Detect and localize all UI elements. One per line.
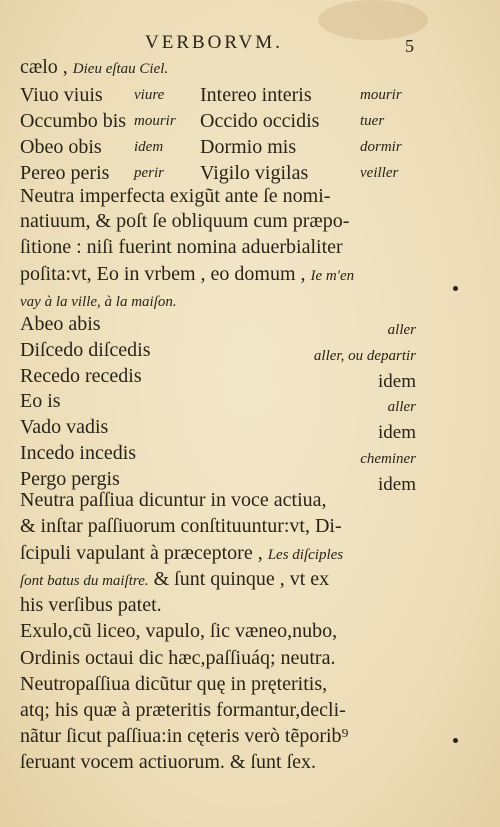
- latin-text: Neutra imperfecta exigũt ante ſe nomi-: [20, 185, 331, 207]
- latin-verb: Viuo viuis: [20, 84, 103, 106]
- margin-dot: [453, 286, 458, 291]
- latin-text: & inſtar paſſiuorum conſtituuntur:vt, Di-: [20, 515, 342, 537]
- text-line: [20, 542, 470, 566]
- latin-text: Neutropaſſiua dicũtur quę in pręteritis,: [20, 673, 328, 695]
- latin-text: ſeruant vocem actiuorum. & ſunt ſex.: [20, 751, 317, 773]
- latin-verb: Intereo interis: [200, 84, 312, 106]
- text-line: [20, 699, 470, 721]
- running-head: VERBORVM.: [145, 32, 283, 53]
- latin-text: ſcipuli vapulant à præceptore ,: [20, 542, 268, 564]
- latin-verb: Pereo peris: [20, 162, 110, 184]
- french-gloss: perir: [134, 165, 164, 181]
- text-line: [20, 185, 470, 207]
- latin-text: ſitione : niſi fuerint nomina aduerbialiter: [20, 236, 343, 258]
- french-gloss: idem: [378, 370, 416, 392]
- text-line: [20, 263, 470, 287]
- latin-verb: Obeo obis: [20, 136, 102, 158]
- latin-text: nãtur ſicut paſſiua:in cęteris verò tẽporib⁹: [20, 725, 349, 747]
- latin-text: cælo ,: [20, 56, 73, 78]
- latin-text: Neutra paſſiua dicuntur in voce actiua,: [20, 489, 327, 511]
- text-line: [20, 673, 470, 695]
- page-number: 5: [405, 36, 414, 56]
- text-line: [20, 210, 470, 232]
- french-gloss: aller: [387, 322, 416, 338]
- latin-verb: Vigilo vigilas: [200, 162, 309, 184]
- french-gloss: idem: [378, 422, 416, 444]
- latin-verb: Incedo incedis: [20, 442, 137, 464]
- page-header: [0, 32, 500, 56]
- text-line: [20, 725, 470, 747]
- french-gloss: idem: [378, 473, 416, 495]
- french-gloss: aller, ou departir: [313, 347, 416, 364]
- text-line: [20, 647, 470, 669]
- french-gloss: dormir: [360, 139, 402, 155]
- latin-verb: Dormio mis: [200, 136, 297, 158]
- french-gloss: cheminer: [360, 451, 416, 467]
- latin-verb: Occumbo bis: [20, 110, 127, 132]
- text-line: [20, 568, 470, 592]
- french-gloss: mourir: [360, 87, 402, 103]
- text-line: [20, 515, 470, 537]
- french-gloss: vay à la ville, à la maiſon.: [20, 294, 177, 310]
- latin-text: Ordinis octaui dic hæc,paſſiuáq; neutra.: [20, 647, 336, 669]
- latin-text: his verſibus patet.: [20, 594, 162, 616]
- latin-verb: Pergo pergis: [20, 467, 120, 490]
- latin-verb: Abeo abis: [20, 313, 101, 335]
- text-line: [20, 56, 470, 80]
- latin-verb: Diſcedo diſcedis: [20, 338, 151, 361]
- latin-text: & ſunt quinque , vt ex: [148, 568, 330, 590]
- latin-verb: Eo is: [20, 390, 61, 413]
- latin-text: atq; his quæ à præteritis formantur,decli-: [20, 699, 346, 721]
- text-line: [20, 751, 470, 773]
- french-gloss: tuer: [360, 113, 385, 129]
- latin-text: poſita:vt, Eo in vrbem , eo domum ,: [20, 263, 311, 285]
- latin-verb: Occido occidis: [200, 110, 320, 132]
- latin-verb: Vado vadis: [20, 416, 109, 439]
- margin-dot: [453, 738, 458, 743]
- french-gloss: ſont batus du maiſtre.: [20, 573, 149, 589]
- latin-text: Exulo,cũ liceo, vapulo, ſic væneo,nubo,: [20, 620, 338, 642]
- french-gloss: Ie m'en: [310, 268, 355, 284]
- latin-verb: Recedo recedis: [20, 364, 142, 387]
- french-gloss: mourir: [134, 113, 176, 129]
- french-gloss: Les diſciples: [267, 547, 344, 563]
- french-gloss: Dieu eſtau Ciel.: [72, 61, 169, 77]
- french-gloss: viure: [134, 87, 165, 103]
- text-line: [20, 620, 470, 642]
- latin-text: natiuum, & poſt ſe obliquum cum præpo-: [20, 210, 350, 232]
- text-line: [20, 236, 470, 258]
- french-gloss: idem: [134, 139, 164, 155]
- text-line: [20, 594, 470, 616]
- french-gloss: aller: [387, 399, 416, 416]
- text-line: [20, 289, 470, 313]
- french-gloss: veiller: [360, 165, 399, 181]
